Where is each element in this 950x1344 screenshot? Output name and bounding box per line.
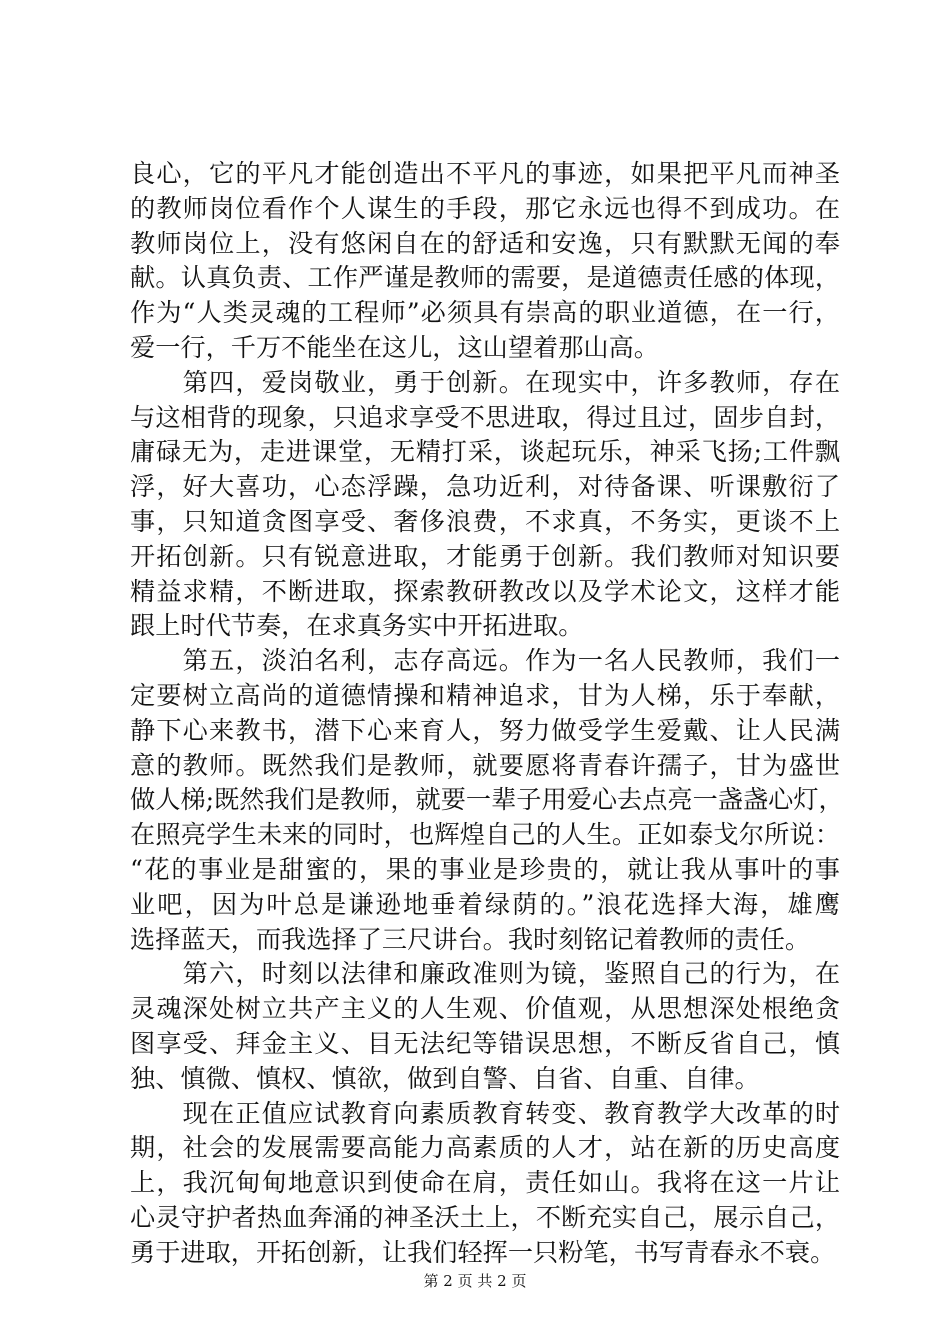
text-line: 静下心来教书，潜下心来育人，努力做受学生爱戴、让人民满: [130, 715, 840, 745]
text-line: 业吧，因为叶总是谦逊地垂着绿荫的。”浪花选择大海，雄鹰: [130, 889, 840, 919]
paragraph: [130, 157, 840, 366]
text-line: 灵魂深处树立共产主义的人生观、价值观，从思想深处根绝贪: [130, 994, 840, 1024]
text-line: 庸碌无为，走进课堂，无精打采，谈起玩乐，神采飞扬;工件飘: [130, 437, 840, 467]
paragraph: [130, 1097, 840, 1271]
text-line: 期，社会的发展需要高能力高素质的人才，站在新的历史高度: [130, 1133, 840, 1163]
text-line: 浮，好大喜功，心态浮躁，急功近利，对待备课、听课敷衍了: [130, 472, 840, 502]
paragraph: [130, 957, 840, 1096]
text-line: 教师岗位上，没有悠闲自在的舒适和安逸，只有默默无闻的奉: [130, 228, 840, 258]
text-line: 献。认真负责、工作严谨是教师的需要，是道德责任感的体现，: [130, 263, 840, 293]
text-line: 现在正值应试教育向素质教育转变、教育教学大改革的时: [130, 1098, 840, 1128]
paragraph: [130, 366, 840, 644]
text-line: 跟上时代节奏，在求真务实中开拓进取。: [130, 611, 584, 641]
text-line: 勇于进取，开拓创新，让我们轻挥一只粉笔，书写青春永不衰。: [130, 1237, 836, 1267]
text-line: 精益求精，不断进取，探索教研教改以及学术论文，这样才能: [130, 576, 840, 606]
page-footer: [0, 1270, 950, 1291]
text-line: 在照亮学生未来的同时，也辉煌自己的人生。正如泰戈尔所说：: [130, 820, 840, 850]
page-number-label: 第 2 页 共 2 页: [423, 1272, 527, 1290]
text-line: 开拓创新。只有锐意进取，才能勇于创新。我们教师对知识要: [130, 541, 840, 571]
text-line: 定要树立高尚的道德情操和精神追求，甘为人梯，乐于奉献，: [130, 680, 840, 710]
text-line: 事，只知道贪图享受、奢侈浪费，不求真，不务实，更谈不上: [130, 506, 840, 536]
text-line: 的教师岗位看作个人谋生的手段，那它永远也得不到成功。在: [130, 193, 840, 223]
text-line: 独、慎微、慎权、慎欲，做到自警、自省、自重、自律。: [130, 1063, 760, 1093]
paragraph: [130, 644, 844, 957]
text-line: 作为“人类灵魂的工程师”必须具有崇高的职业道德，在一行，: [130, 298, 840, 328]
text-line: 图享受、拜金主义、目无法纪等错误思想，不断反省自己，慎: [130, 1028, 840, 1058]
text-line: 心灵守护者热血奔涌的神圣沃土上，不断充实自己，展示自己，: [130, 1202, 840, 1232]
text-line: 上，我沉甸甸地意识到使命在肩，责任如山。我将在这一片让: [130, 1168, 840, 1198]
text-line: 爱一行，千万不能坐在这儿，这山望着那山高。: [130, 332, 659, 362]
text-line: 良心，它的平凡才能创造出不平凡的事迹，如果把平凡而神圣: [130, 159, 840, 188]
text-line: 第六，时刻以法律和廉政准则为镜，鉴照自己的行为，在: [130, 959, 840, 989]
text-line: “花的事业是甜蜜的，果的事业是珍贵的，就让我从事叶的事: [130, 854, 840, 884]
document-body: [130, 157, 844, 1271]
text-line: 第五，淡泊名利，志存高远。作为一名人民教师，我们一: [130, 646, 840, 676]
text-line: 意的教师。既然我们是教师，就要愿将青春许孺子，甘为盛世: [130, 750, 840, 780]
text-line: 第四，爱岗敬业，勇于创新。在现实中，许多教师，存在: [130, 367, 840, 397]
text-line: 选择蓝天，而我选择了三尺讲台。我时刻铭记着教师的责任。: [130, 924, 811, 954]
text-line: 与这相背的现象，只追求享受不思进取，得过且过，固步自封，: [130, 402, 840, 432]
text-line: 做人梯;既然我们是教师，就要一辈子用爱心去点亮一盏盏心灯，: [130, 785, 844, 815]
